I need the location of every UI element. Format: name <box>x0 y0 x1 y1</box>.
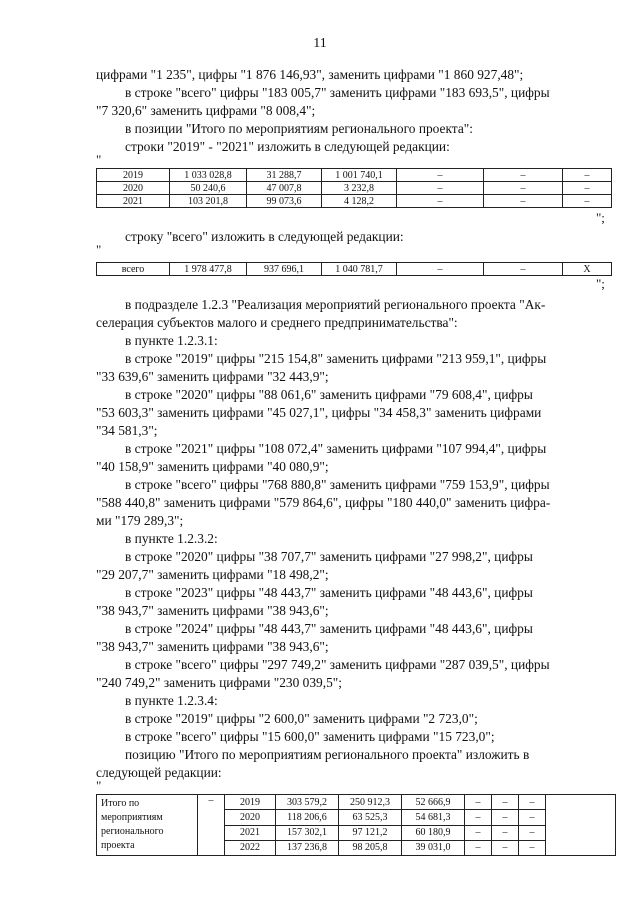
text-line: в строке "всего" цифры "183 005,7" заменить цифрами "183 693,5", цифры <box>125 85 550 100</box>
text-line: "38 943,7" заменить цифрами "38 943,6"; <box>96 603 329 618</box>
cell: 97 121,2 <box>339 825 402 840</box>
close-quote: "; <box>596 210 605 225</box>
cell: 2019 <box>225 795 276 810</box>
cell: – <box>397 182 484 195</box>
text-line: селерация субъектов малого и среднего предпринимательства": <box>96 315 458 330</box>
cell: – <box>492 810 519 825</box>
cell: 39 031,0 <box>402 840 465 855</box>
text-line: строку "всего" изложить в следующей редакции: <box>125 229 404 244</box>
text-line: следующей редакции: <box>96 765 222 780</box>
cell: – <box>465 810 492 825</box>
text-line: "34 581,3"; <box>96 423 158 438</box>
cell: 2022 <box>225 840 276 855</box>
text-line: в строке "2024" цифры "48 443,7" заменить цифрами "48 443,6", цифры <box>125 621 533 636</box>
text-line: "38 943,7" заменить цифрами "38 943,6"; <box>96 639 329 654</box>
text-line: в подразделе 1.2.3 "Реализация мероприятий регионального проекта "Ак- <box>125 297 546 312</box>
table-years-2019-2021 <box>96 168 612 208</box>
text-line: "40 158,9" заменить цифрами "40 080,9"; <box>96 459 329 474</box>
cell: – <box>492 795 519 810</box>
text-line: "240 749,2" заменить цифрами "230 039,5"; <box>96 675 342 690</box>
cell: 98 205,8 <box>339 840 402 855</box>
text-line: в строке "2021" цифры "108 072,4" заменить цифрами "107 994,4", цифры <box>125 441 547 456</box>
open-quote: " <box>96 152 102 167</box>
cell: 50 240,6 <box>170 182 247 195</box>
cell: – <box>465 795 492 810</box>
cell: – <box>484 182 563 195</box>
cell: – <box>519 840 546 855</box>
text-line: в строке "2020" цифры "38 707,7" заменить цифрами "27 998,2", цифры <box>125 549 533 564</box>
text-line: в строке "всего" цифры "768 880,8" заменить цифрами "759 153,9", цифры <box>125 477 550 492</box>
table-row <box>97 169 612 182</box>
cell: 31 288,7 <box>247 169 322 182</box>
cell: – <box>519 825 546 840</box>
cell: – <box>563 195 612 208</box>
cell: 2021 <box>97 195 170 208</box>
cell: 1 040 781,7 <box>322 263 397 276</box>
open-quote: " <box>96 778 102 793</box>
text-line: "53 603,3" заменить цифрами "45 027,1", цифры "34 458,3" заменить цифрами <box>96 405 542 420</box>
cell: – <box>563 182 612 195</box>
text-line: ми "179 289,3"; <box>96 513 184 528</box>
text-line: в пункте 1.2.3.2: <box>125 531 218 546</box>
cell: 1 978 477,8 <box>170 263 247 276</box>
cell: – <box>397 263 484 276</box>
cell: 2019 <box>97 169 170 182</box>
text-line: в строке "всего" цифры "297 749,2" заменить цифрами "287 039,5", цифры <box>125 657 550 672</box>
text-line: "7 320,6" заменить цифрами "8 008,4"; <box>96 103 316 118</box>
cell: 3 232,8 <box>322 182 397 195</box>
cell: 118 206,6 <box>276 810 339 825</box>
cell: – <box>492 840 519 855</box>
cell: – <box>484 195 563 208</box>
cell: 60 180,9 <box>402 825 465 840</box>
cell: – <box>484 263 563 276</box>
text-line: в строке "2020" цифры "88 061,6" заменить цифрами "79 608,4", цифры <box>125 387 533 402</box>
cell: 103 201,8 <box>170 195 247 208</box>
cell: 47 007,8 <box>247 182 322 195</box>
cell: X <box>563 263 612 276</box>
close-quote: "; <box>596 276 605 291</box>
cell: 1 001 740,1 <box>322 169 397 182</box>
text-line: в строке "всего" цифры "15 600,0" заменить цифрами "15 723,0"; <box>125 729 495 744</box>
table-itogo <box>96 794 616 856</box>
cell: 250 912,3 <box>339 795 402 810</box>
row-label: Итого по мероприятиям регионального проекта <box>97 795 198 856</box>
cell: – <box>465 840 492 855</box>
cell: 2020 <box>97 182 170 195</box>
cell: – <box>519 810 546 825</box>
cell: 303 579,2 <box>276 795 339 810</box>
cell: 1 033 028,8 <box>170 169 247 182</box>
cell: всего <box>97 263 170 276</box>
cell: – <box>563 169 612 182</box>
cell: – <box>198 795 225 856</box>
text-line: "588 440,8" заменить цифрами "579 864,6", цифры "180 440,0" заменить цифра- <box>96 495 551 510</box>
cell: 99 073,6 <box>247 195 322 208</box>
table-row <box>97 182 612 195</box>
text-line: строки "2019" - "2021" изложить в следующей редакции: <box>125 139 450 154</box>
cell: 4 128,2 <box>322 195 397 208</box>
cell: 937 696,1 <box>247 263 322 276</box>
cell: 63 525,3 <box>339 810 402 825</box>
table-row <box>97 195 612 208</box>
text-line: цифрами "1 235", цифры "1 876 146,93", заменить цифрами "1 860 927,48"; <box>96 67 524 82</box>
cell: 137 236,8 <box>276 840 339 855</box>
cell: 2020 <box>225 810 276 825</box>
text-line: в пункте 1.2.3.1: <box>125 333 218 348</box>
cell: – <box>484 169 563 182</box>
cell: 54 681,3 <box>402 810 465 825</box>
open-quote: " <box>96 242 102 257</box>
cell: – <box>492 825 519 840</box>
text-line: в строке "2019" цифры "2 600,0" заменить цифрами "2 723,0"; <box>125 711 478 726</box>
text-line: в строке "2023" цифры "48 443,7" заменить цифрами "48 443,6", цифры <box>125 585 533 600</box>
cell: – <box>397 169 484 182</box>
cell: – <box>397 195 484 208</box>
cell: 2021 <box>225 825 276 840</box>
text-line: в строке "2019" цифры "215 154,8" заменить цифрами "213 959,1", цифры <box>125 351 547 366</box>
table-row <box>97 263 612 276</box>
text-line: в пункте 1.2.3.4: <box>125 693 218 708</box>
text-line: позицию "Итого по мероприятиям регионального проекта" изложить в <box>125 747 530 762</box>
cell: 52 666,9 <box>402 795 465 810</box>
cell: 157 302,1 <box>276 825 339 840</box>
text-line: в позиции "Итого по мероприятиям регионального проекта": <box>125 121 473 136</box>
cell: – <box>519 795 546 810</box>
text-line: "33 639,6" заменить цифрами "32 443,9"; <box>96 369 329 384</box>
cell-empty <box>546 795 616 856</box>
table-row <box>97 795 616 810</box>
table-total <box>96 262 612 276</box>
text-line: "29 207,7" заменить цифрами "18 498,2"; <box>96 567 329 582</box>
cell: – <box>465 825 492 840</box>
page-number: 11 <box>313 36 327 51</box>
